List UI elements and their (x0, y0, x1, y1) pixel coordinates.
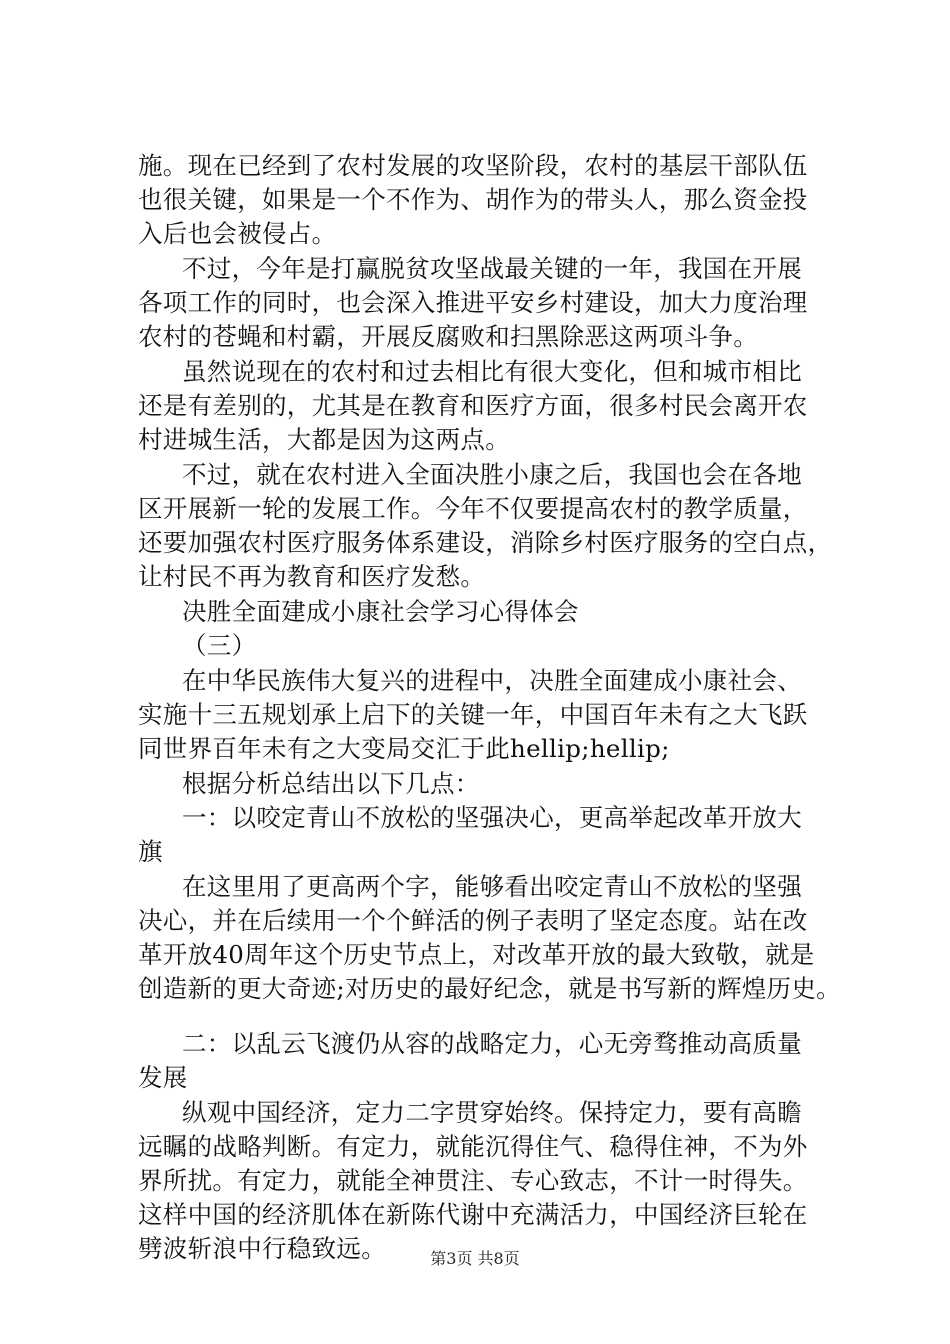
paragraph-line: 施。现在已经到了农村发展的攻坚阶段，农村的基层干部队伍 (138, 151, 808, 180)
page-footer: 第3页 共8页 (430, 1249, 520, 1268)
paragraph-line: 界所扰。有定力，就能全神贯注、专心致志，不计一时得失。 (138, 1166, 808, 1195)
paragraph-line: （三） (182, 631, 257, 660)
paragraph-line: 还是有差别的，尤其是在教育和医疗方面，很多村民会离开农 (138, 391, 808, 420)
paragraph-line: 根据分析总结出以下几点： (182, 769, 480, 798)
paragraph-line: 这样中国的经济肌体在新陈代谢中充满活力，中国经济巨轮在 (138, 1200, 808, 1229)
paragraph-line: 入后也会被侵占。 (138, 219, 337, 248)
paragraph-line: 不过，今年是打赢脱贫攻坚战最关键的一年，我国在开展 (182, 254, 802, 283)
paragraph-line: 创造新的更大奇迹;对历史的最好纪念，就是书写新的辉煌历史。 (138, 974, 841, 1003)
paragraph-line: 决心，并在后续用一个个鲜活的例子表明了坚定态度。站在改 (138, 906, 808, 935)
paragraph-line: 还要加强农村医疗服务体系建设，消除乡村医疗服务的空白点， (138, 528, 833, 557)
paragraph-line: 在中华民族伟大复兴的进程中，决胜全面建成小康社会、 (182, 666, 802, 695)
paragraph-line: 在这里用了更高两个字，能够看出咬定青山不放松的坚强 (182, 872, 802, 901)
paragraph-line: 革开放40周年这个历史节点上，对改革开放的最大致敬，就是 (138, 940, 815, 969)
paragraph-line: 虽然说现在的农村和过去相比有很大变化，但和城市相比 (182, 357, 802, 386)
paragraph-line: 发展 (138, 1063, 188, 1092)
paragraph-line: 同世界百年未有之大变局交汇于此hellip;hellip; (138, 734, 670, 763)
paragraph-line: 二：以乱云飞渡仍从容的战略定力，心无旁骛推动高质量 (182, 1029, 802, 1058)
paragraph-line: 村进城生活，大都是因为这两点。 (138, 425, 510, 454)
paragraph-line: 一：以咬定青山不放松的坚强决心，更高举起改革开放大 (182, 803, 802, 832)
paragraph-line: 让村民不再为教育和医疗发愁。 (138, 562, 486, 591)
paragraph-line: 远瞩的战略判断。有定力，就能沉得住气、稳得住神，不为外 (138, 1132, 808, 1161)
paragraph-line: 农村的苍蝇和村霸，开展反腐败和扫黑除恶这两项斗争。 (138, 322, 758, 351)
paragraph-line: 也很关键，如果是一个不作为、胡作为的带头人，那么资金投 (138, 185, 808, 214)
paragraph-line: 旗 (138, 837, 163, 866)
paragraph-line: 纵观中国经济，定力二字贯穿始终。保持定力，要有高瞻 (182, 1098, 802, 1127)
paragraph-line: 决胜全面建成小康社会学习心得体会 (182, 597, 579, 626)
paragraph-line: 各项工作的同时，也会深入推进平安乡村建设，加大力度治理 (138, 288, 808, 317)
paragraph-line: 区开展新一轮的发展工作。今年不仅要提高农村的教学质量， (138, 494, 808, 523)
paragraph-line: 劈波斩浪中行稳致远。 (138, 1234, 386, 1263)
paragraph-line: 实施十三五规划承上启下的关键一年，中国百年未有之大飞跃 (138, 700, 808, 729)
paragraph-line: 不过，就在农村进入全面决胜小康之后，我国也会在各地 (182, 460, 802, 489)
